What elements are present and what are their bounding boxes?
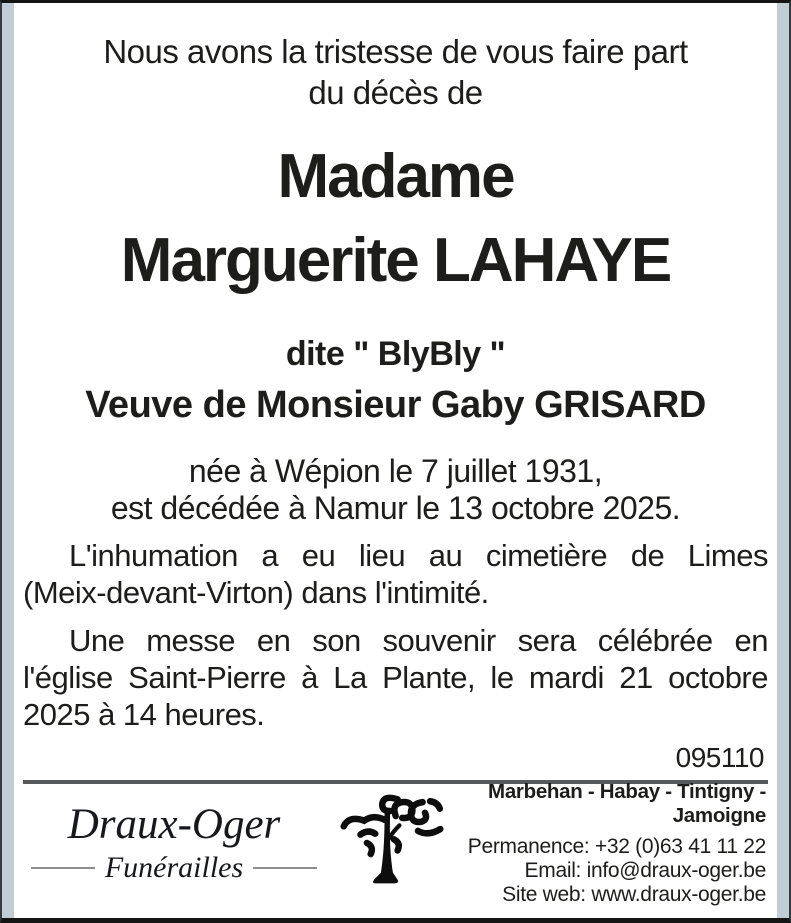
intro-line-2: du décès de xyxy=(308,74,483,111)
paragraph-line: L'inhumation a eu lieu au cimetière de Limes xyxy=(69,538,768,573)
email-line: Email: info@draux-oger.be xyxy=(524,858,766,882)
reference-number: 095110 xyxy=(675,742,764,773)
nickname-line: dite " BlyBly " xyxy=(285,335,506,373)
contact-block xyxy=(447,780,768,907)
widow-line: Veuve de Monsieur Gaby GRISARD xyxy=(85,384,706,426)
funeral-home-name: Draux-Oger xyxy=(67,800,281,848)
paragraph-line: 2025 à 14 heures. xyxy=(23,697,265,732)
messe-paragraph xyxy=(23,622,768,733)
intro-text xyxy=(23,31,768,113)
paragraph-line: (Meix-devant-Virton) dans l'intimité. xyxy=(23,575,489,610)
intro-line-1: Nous avons la tristesse de vous faire part xyxy=(103,33,688,70)
funeral-home-footer xyxy=(23,779,768,906)
tree-icon xyxy=(337,791,447,895)
funeral-home-logo xyxy=(23,802,325,885)
funeral-home-subtitle-row xyxy=(23,851,325,885)
deceased-name-title xyxy=(23,135,768,303)
death-notice-card xyxy=(14,3,777,918)
website-line: Site web: www.draux-oger.be xyxy=(502,882,766,906)
birth-line: née à Wépion le 7 juillet 1931, xyxy=(188,453,603,489)
title-madame: Madame xyxy=(277,142,514,211)
permanence-line: Permanence: +32 (0)63 41 11 22 xyxy=(467,834,766,858)
inhumation-paragraph xyxy=(23,537,768,611)
title-full-name: Marguerite LAHAYE xyxy=(120,226,671,295)
right-rule xyxy=(253,867,317,869)
funeral-home-subtitle: Funérailles xyxy=(104,850,244,884)
notice-body xyxy=(23,537,768,733)
death-line: est décédée à Namur le 13 octobre 2025. xyxy=(110,490,681,526)
paragraph-line: Une messe en son souvenir sera célébrée en xyxy=(69,623,768,658)
paragraph-line: l'église Saint-Pierre à La Plante, le mardi 21 octobre xyxy=(23,660,768,695)
locations-line: Marbehan - Habay - Tintigny - Jamoigne xyxy=(488,779,766,827)
left-rule xyxy=(31,867,95,869)
birth-death-dates xyxy=(23,453,768,527)
